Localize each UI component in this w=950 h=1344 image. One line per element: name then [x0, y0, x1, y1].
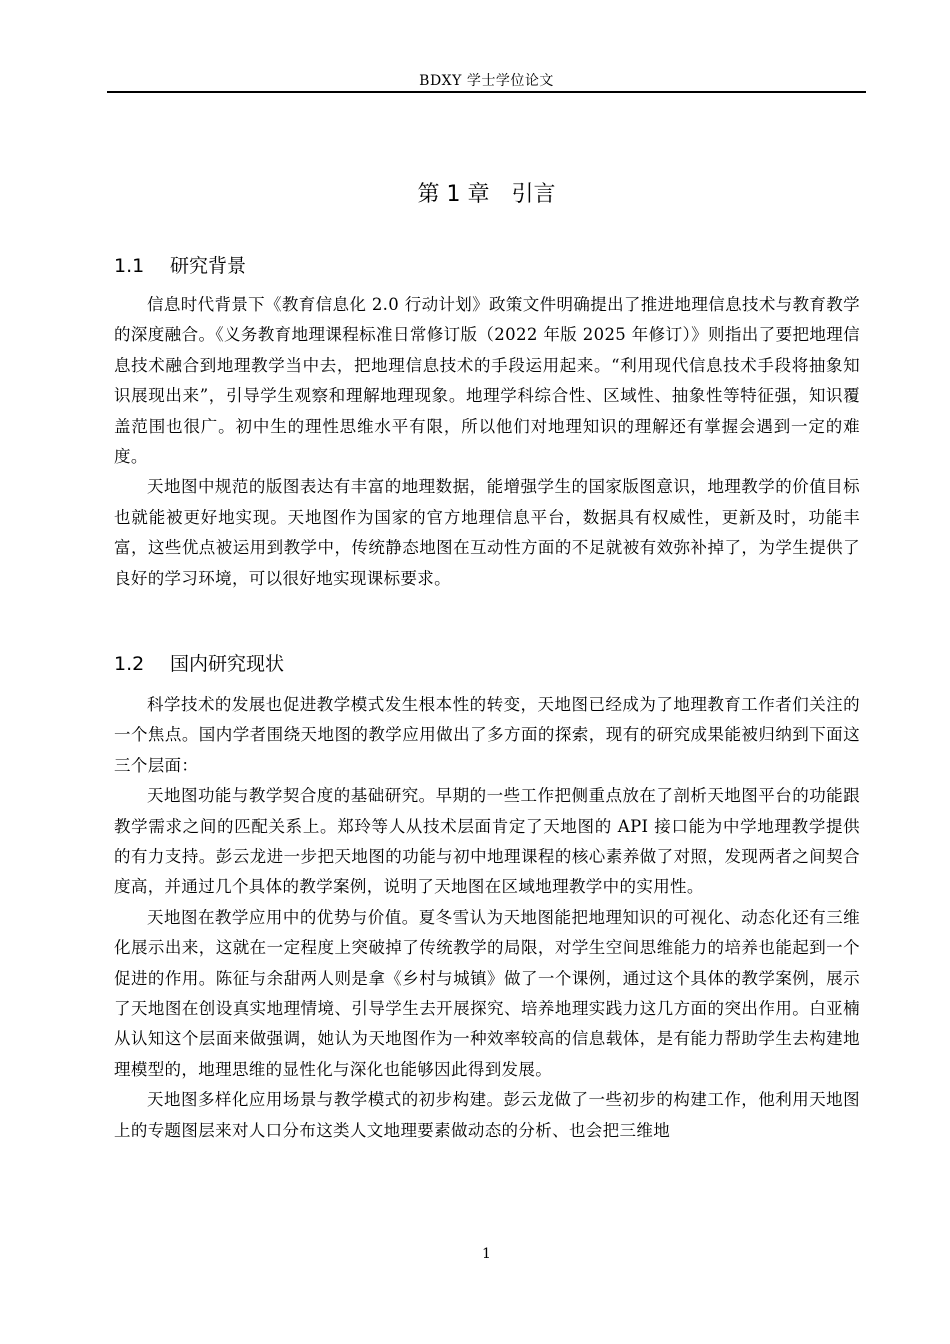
page-number: 1	[482, 1246, 491, 1262]
chapter-number: 第 1 章	[417, 182, 490, 207]
section-body-1-2	[114, 690, 860, 1146]
section-number: 1.1	[114, 255, 145, 277]
paragraph: 天地图功能与教学契合度的基础研究。早期的一些工作把侧重点放在了剖析天地图平台的功能跟教学需求之间的匹配关系上。郑玲等人从技术层面肯定了天地图的 API 接口能为中学地理教学提供的有力支持。彭云龙进一步把天地图的功能与初中地理课程的核心素养做了对照，发现两者之间契合度高，并通过几个具体的教学案例，说明了天地图在区域地理教学中的实用性。	[114, 786, 860, 897]
header-rule	[107, 91, 866, 93]
chapter-name: 引言	[511, 182, 556, 207]
running-header: BDXY 学士学位论文	[419, 73, 554, 89]
section-heading-1-1	[114, 253, 246, 279]
paragraph: 信息时代背景下《教育信息化 2.0 行动计划》政策文件明确提出了推进地理信息技术与教育教学的深度融合。《义务教育地理课程标准日常修订版（2022 年版 2025 年修订）》则指出了要把地理信息技术融合到地理教学当中去，把地理信息技术的手段运用起来。“利用现代信息技术手段将抽象知识展现出来”，引导学生观察和理解地理现象。地理学科综合性、区域性、抽象性等特征强，知识覆盖范围也很广。初中生的理性思维水平有限，所以他们对地理知识的理解还有掌握会遇到一定的难度。	[114, 295, 860, 467]
paragraph: 天地图中规范的版图表达有丰富的地理数据，能增强学生的国家版图意识，地理教学的价值目标也就能被更好地实现。天地图作为国家的官方地理信息平台，数据具有权威性，更新及时，功能丰富，这些优点被运用到教学中，传统静态地图在互动性方面的不足就被有效弥补掉了，为学生提供了良好的学习环境，可以很好地实现课标要求。	[114, 477, 860, 588]
paragraph: 科学技术的发展也促进教学模式发生根本性的转变，天地图已经成为了地理教育工作者们关注的一个焦点。国内学者围绕天地图的教学应用做出了多方面的探索，现有的研究成果能被归纳到下面这三个层面：	[114, 695, 860, 775]
paragraph: 天地图多样化应用场景与教学模式的初步构建。彭云龙做了一些初步的构建工作，他利用天地图上的专题图层来对人口分布这类人文地理要素做动态的分析、也会把三维地	[114, 1090, 860, 1140]
section-body-1-1	[114, 290, 860, 594]
chapter-title	[107, 180, 866, 210]
section-number: 1.2	[114, 653, 145, 675]
section-title: 研究背景	[170, 255, 247, 277]
paragraph: 天地图在教学应用中的优势与价值。夏冬雪认为天地图能把地理知识的可视化、动态化还有三维化展示出来，这就在一定程度上突破掉了传统教学的局限，对学生空间思维能力的培养也能起到一个促进的作用。陈征与余甜两人则是拿《乡村与城镇》做了一个课例，通过这个具体的教学案例，展示了天地图在创设真实地理情境、引导学生去开展探究、培养地理实践力这几方面的突出作用。白亚楠从认知这个层面来做强调，她认为天地图作为一种效率较高的信息载体，是有能力帮助学生去构建地理模型的，地理思维的显性化与深化也能够因此得到发展。	[114, 907, 860, 1079]
section-heading-1-2	[114, 651, 284, 677]
section-title: 国内研究现状	[170, 653, 285, 675]
